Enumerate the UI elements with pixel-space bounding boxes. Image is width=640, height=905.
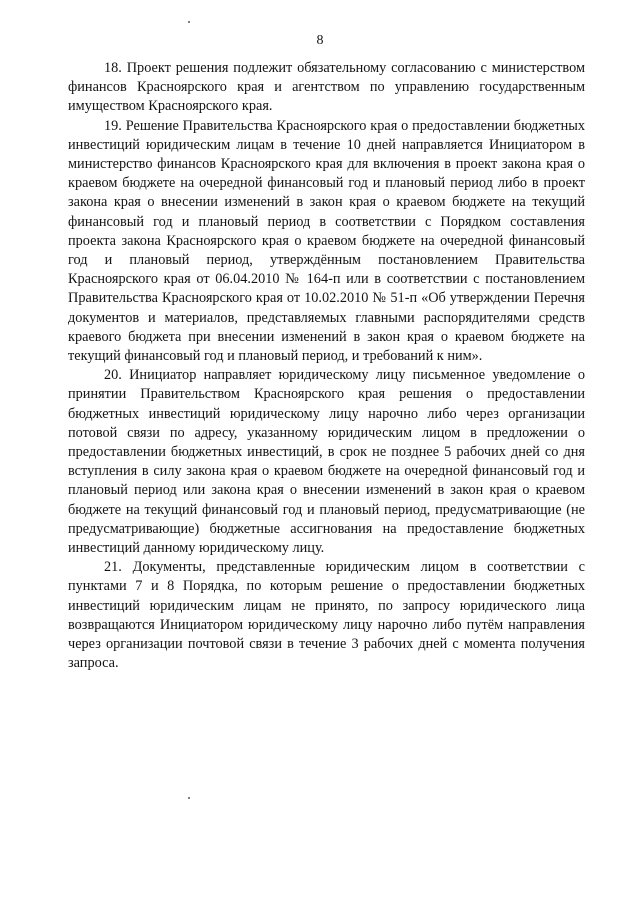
- scan-speck-top: [188, 21, 190, 23]
- paragraph-21: 21. Документы, представленные юридическим лицом в соответствии с пунктами 7 и 8 Порядка, по которым решение о предоставлении бюджетных инвестиций юридическим лицам не принято, по запросу юридического лица возвращаются Инициатором юридическому лицу нарочно либо путём направления через организации почтовой связи в течение 3 рабочих дней с момента получения запроса.: [68, 559, 585, 672]
- paragraph-18: 18. Проект решения подлежит обязательному согласованию с министерством финансов Красноярского края и агентством по управлению государственным имуществом Красноярского края.: [68, 60, 585, 115]
- document-body: [68, 59, 585, 674]
- paragraph-20: 20. Инициатор направляет юридическому лицу письменное уведомление о принятии Правительством Красноярского края решения о предоставлении бюджетных инвестиций юридическому лицу нарочно либо через организации потовой связи по адресу, указанному юридическим лицом в предложении о предоставлении бюджетных инвестиций, в срок не позднее 5 рабочих дней со дня вступления в силу закона края о краевом бюджете на очередной финансовый год и плановый период или закона края о внесении изменений в закон края о краевом бюджете на текущий финансовый год и плановый период, предусматривающие (не предусматривающие) бюджетные ассигнования на предоставление бюджетных инвестиций данному юридическому лицу.: [68, 367, 585, 557]
- scan-speck-bottom: [188, 797, 190, 799]
- paragraph-19: 19. Решение Правительства Красноярского края о предоставлении бюджетных инвестиций юридическим лицам в течение 10 дней направляется Инициатором в министерство финансов Красноярского края для включения в проект закона края о краевом бюджете на очередной финансовый год и плановый период либо в проект закона края о внесении изменений в закон края о краевом бюджете на текущий финансовый год и плановый период в соответствии с Порядком составления проекта закона Красноярского края о краевом бюджете на очередной финансовый год и плановый период, утверждённым постановлением Правительства Красноярского края от 06.04.2010 № 164-п или в соответствии с постановлением Правительства Красноярского края от 10.02.2010 № 51-п «Об утверждении Перечня документов и материалов, представляемых главными распорядителями средств краевого бюджета при внесении изменений в закон края о краевом бюджете на текущий финансовый год и плановый период, и требований к ним».: [68, 117, 585, 365]
- page-number: 8: [316, 33, 324, 48]
